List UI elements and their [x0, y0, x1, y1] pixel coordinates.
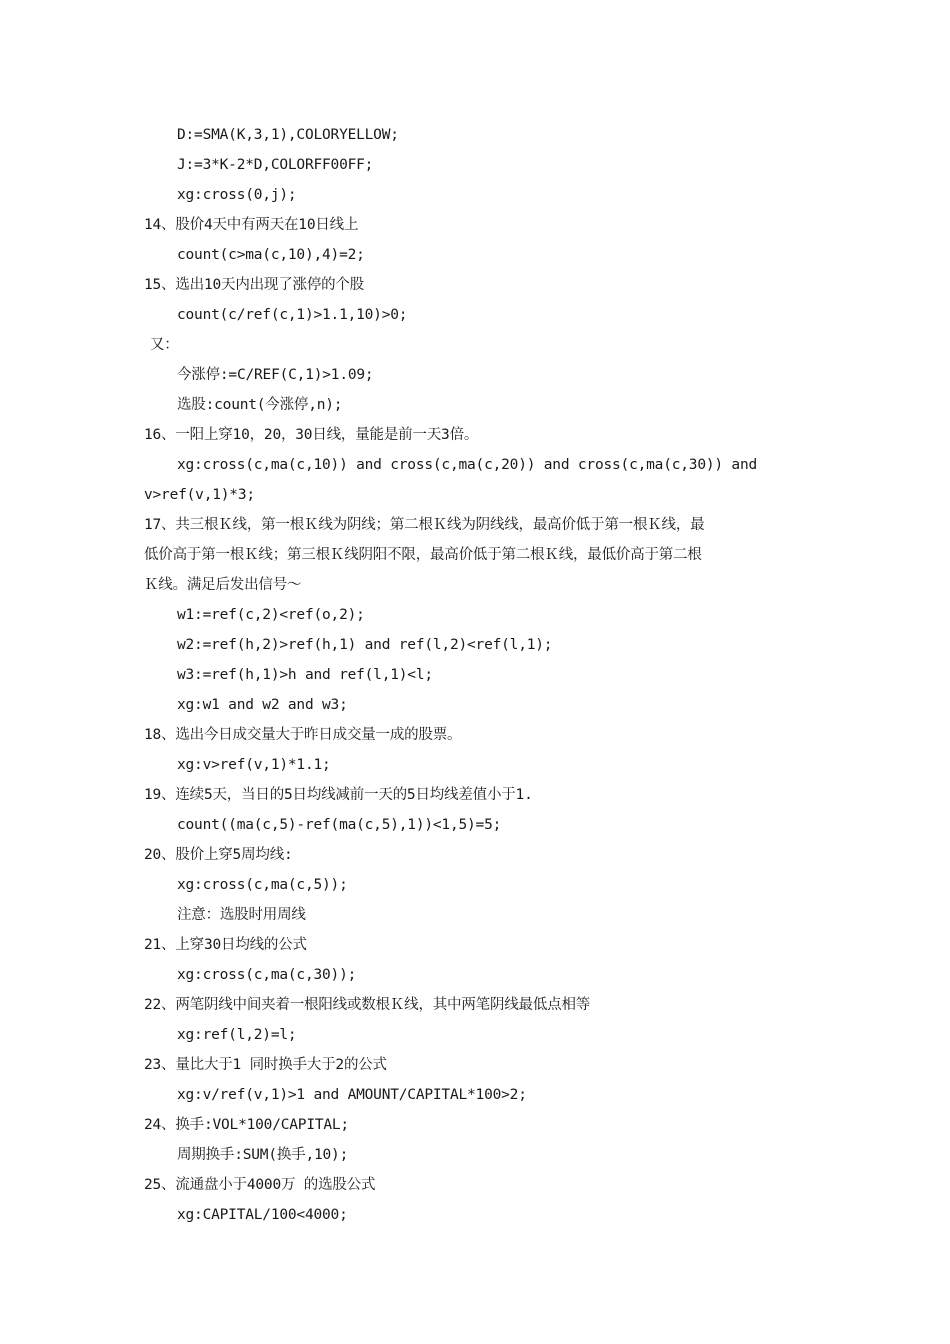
code-line: xg:v/ref(v,1)>1 and AMOUNT/CAPITAL*100>2; — [177, 1087, 527, 1103]
code-line: count(c/ref(c,1)>1.1,10)>0; — [177, 307, 408, 323]
code-line: xg:v>ref(v,1)*1.1; — [177, 757, 331, 773]
code-line: count(c>ma(c,10),4)=2; — [177, 247, 365, 263]
item-heading: 14、股价4天中有两天在10日线上 — [144, 217, 359, 233]
item-heading: 19、连续5天，当日的5日均线减前一天的5日均线差值小于1. — [144, 787, 533, 803]
code-line: w1:=ref(c,2)<ref(o,2); — [177, 607, 365, 623]
item-heading: 24、换手:VOL*100/CAPITAL; — [144, 1117, 349, 1133]
item-heading: 21、上穿30日均线的公式 — [144, 937, 307, 953]
code-line: v>ref(v,1)*3; — [144, 487, 255, 503]
code-line: 周期换手:SUM(换手,10); — [177, 1147, 349, 1163]
code-line: xg:CAPITAL/100<4000; — [177, 1207, 348, 1223]
item-heading: 15、选出10天内出现了涨停的个股 — [144, 277, 365, 293]
paragraph-line: 低价高于第一根Ｋ线；第三根Ｋ线阴阳不限，最高价低于第二根Ｋ线，最低价高于第二根 — [144, 547, 702, 563]
item-heading: 17、共三根Ｋ线，第一根Ｋ线为阴线；第二根Ｋ线为阴线线，最高价低于第一根Ｋ线，最 — [144, 517, 705, 533]
item-heading: 22、两笔阴线中间夹着一根阳线或数根Ｋ线，其中两笔阴线最低点相等 — [144, 997, 591, 1013]
code-line: xg:w1 and w2 and w3; — [177, 697, 348, 713]
code-line: D:=SMA(K,3,1),COLORYELLOW; — [177, 127, 399, 143]
note-line: 注意：选股时用周线 — [177, 907, 306, 923]
code-line: xg:cross(0,j); — [177, 187, 297, 203]
code-line: 选股:count(今涨停,n); — [177, 397, 343, 413]
code-line: J:=3*K-2*D,COLORFF00FF; — [177, 157, 374, 173]
item-heading: 16、一阳上穿10，20，30日线，量能是前一天3倍。 — [144, 427, 479, 443]
item-heading: 23、量比大于1 同时换手大于2的公式 — [144, 1057, 387, 1073]
item-heading: 25、流通盘小于4000万 的选股公式 — [144, 1177, 376, 1193]
code-line: xg:cross(c,ma(c,30)); — [177, 967, 357, 983]
code-line: 今涨停:=C/REF(C,1)>1.09; — [177, 367, 374, 383]
code-line: xg:cross(c,ma(c,5)); — [177, 877, 348, 893]
item-heading: 20、股价上穿5周均线: — [144, 847, 293, 863]
item-heading: 18、选出今日成交量大于昨日成交量一成的股票。 — [144, 727, 462, 743]
code-line: w2:=ref(h,2)>ref(h,1) and ref(l,2)<ref(l,1); — [177, 637, 553, 653]
code-line: w3:=ref(h,1)>h and ref(l,1)<l; — [177, 667, 433, 683]
code-line: count((ma(c,5)-ref(ma(c,5),1))<1,5)=5; — [177, 817, 502, 833]
paragraph-line: Ｋ线。满足后发出信号～ — [144, 577, 302, 593]
note-label: 又： — [150, 337, 179, 353]
code-line: xg:ref(l,2)=l; — [177, 1027, 297, 1043]
code-line: xg:cross(c,ma(c,10)) and cross(c,ma(c,20)) and cross(c,ma(c,30)) and — [177, 457, 758, 473]
